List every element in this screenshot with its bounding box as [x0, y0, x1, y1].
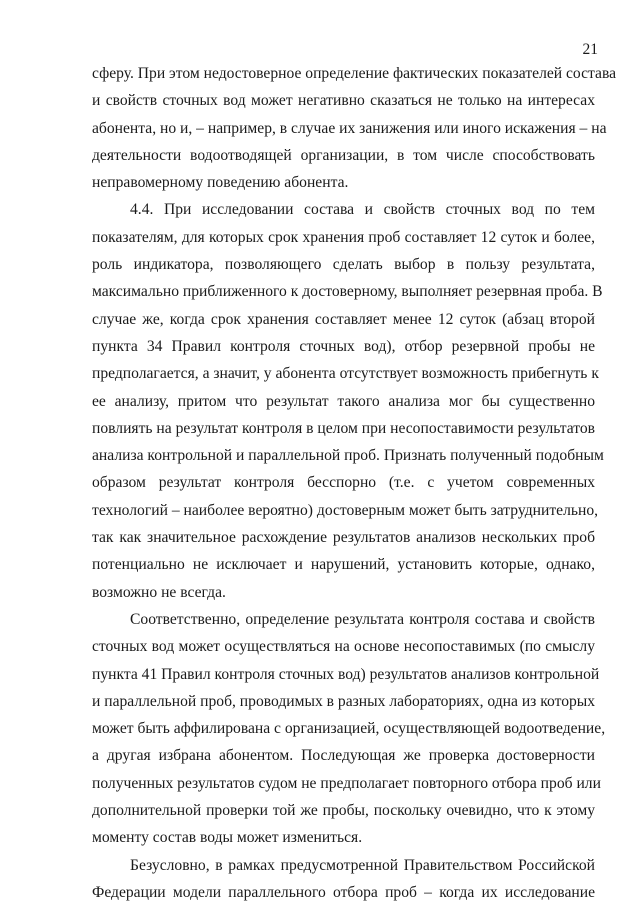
paragraph: [92, 852, 595, 906]
text-line: а другая избрана абонентом. Последующая же проверка достоверности: [92, 747, 595, 765]
page-number: 21: [582, 41, 598, 58]
paragraph: [92, 606, 606, 852]
paragraph: [92, 196, 604, 605]
text-line: абонента, но и, – например, в случае их занижения или иного искажения – на: [92, 119, 607, 137]
text-line: предполагается, а значит, у абонента отсутствует возможность прибегнуть к: [92, 365, 599, 383]
text-line: Безусловно, в рамках предусмотренной Правительством Российской: [130, 856, 595, 874]
text-line: ее анализу, притом что результат такого анализа мог бы существенно: [92, 392, 595, 410]
text-line: повлиять на результат контроля в целом при несопоставимости результатов: [92, 419, 596, 437]
text-line: деятельности водоотводящей организации, в том числе способствовать: [92, 146, 595, 164]
text-line: пункта 41 Правил контроля сточных вод) результатов анализов контрольной: [92, 665, 600, 683]
text-line: Федерации модели параллельного отбора проб – когда их исследование: [92, 883, 595, 901]
text-line: потенциально не исключает и нарушений, установить которые, однако,: [92, 556, 595, 574]
text-line: Соответственно, определение результата контроля состава и свойств: [130, 610, 595, 628]
text-line: сточных вод может осуществляться на основе несопоставимых (по смыслу: [92, 638, 595, 656]
text-line: может быть аффилирована с организацией, осуществляющей водоотведение,: [92, 720, 606, 738]
body-text: [92, 60, 617, 906]
text-line: образом результат контроля бесспорно (т.е. с учетом современных: [92, 474, 595, 492]
text-line: возможно не всегда.: [92, 583, 226, 601]
text-line: сферу. При этом недостоверное определение фактических показателей состава: [92, 65, 617, 82]
text-line: моменту состав воды может измениться.: [92, 829, 363, 847]
text-line: технологий – наиболее вероятно) достоверным может быть затруднительно,: [92, 501, 599, 519]
text-line: полученных результатов судом не предполагает повторного отбора проб или: [92, 774, 601, 792]
text-line: показателям, для которых срок хранения проб составляет 12 суток и более,: [92, 228, 595, 246]
text-line: и параллельной проб, проводимых в разных лабораториях, одна из которых: [92, 692, 596, 710]
text-line: 4.4. При исследовании состава и свойств сточных вод по тем: [130, 201, 595, 219]
text-line: неправомерному поведению абонента.: [92, 174, 349, 192]
text-line: роль индикатора, позволяющего сделать выбор в пользу результата,: [92, 256, 595, 274]
text-line: так как значительное расхождение результатов анализов нескольких проб: [92, 529, 595, 547]
text-line: анализа контрольной и параллельной проб. Признать полученный подобным: [92, 447, 604, 465]
text-line: дополнительной проверки той же пробы, поскольку очевидно, что к этому: [92, 802, 595, 820]
text-line: случае же, когда срок хранения составляет менее 12 суток (абзац второй: [92, 310, 595, 328]
text-line: пункта 34 Правил контроля сточных вод), отбор резервной пробы не: [92, 337, 595, 355]
text-line: и свойств сточных вод может негативно сказаться не только на интересах: [92, 92, 595, 110]
text-line: максимально приближенного к достоверному, выполняет резервная проба. В: [92, 283, 603, 301]
paragraph: [92, 60, 617, 196]
